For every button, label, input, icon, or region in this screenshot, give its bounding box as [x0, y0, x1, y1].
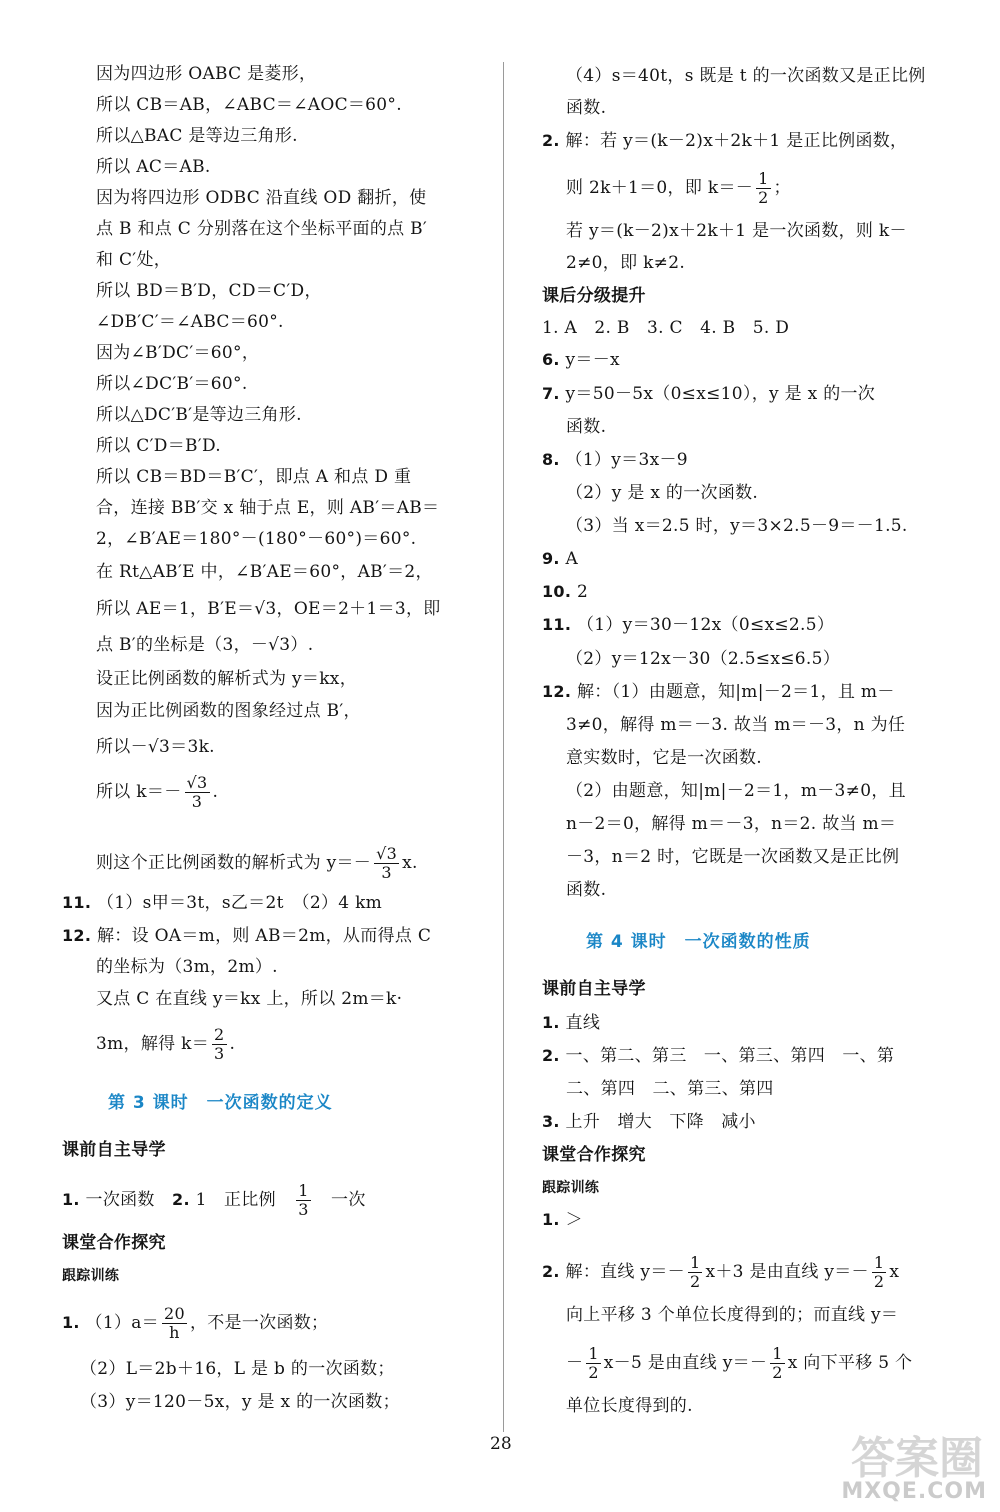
fraction: [185, 774, 210, 811]
text-line: 所以 AE＝1，B′E＝√3，OE＝2＋1＝3，即: [96, 599, 441, 619]
question-1: [62, 1305, 328, 1342]
formula-line: [566, 1345, 912, 1382]
text-line: 函数.: [566, 880, 607, 900]
text-line: 所以－√3＝3k.: [96, 737, 215, 757]
text-line: （4）s＝40t，s 既是 t 的一次函数又是正比例: [566, 66, 926, 86]
question-number: 1.: [62, 1313, 80, 1332]
answer-text: （1）y＝3x－9: [565, 450, 688, 470]
fraction-denominator: 2: [758, 188, 769, 207]
text-line: 单位长度得到的.: [566, 1396, 693, 1416]
text-line: （2）由题意，知|m|－2＝1，m－3≠0，且: [566, 781, 906, 801]
question-9: [542, 547, 578, 571]
lesson-4-heading: 第 4 课时 一次函数的性质: [586, 932, 811, 952]
text-run: 解：直线 y＝－: [565, 1262, 685, 1282]
text-run: －: [566, 1353, 584, 1373]
question-number: 1.: [542, 1013, 560, 1032]
fraction-numerator: √3: [376, 844, 398, 863]
question-number: 2.: [542, 131, 560, 150]
question-number: 7.: [542, 384, 560, 403]
question-number: 12.: [542, 682, 572, 701]
text-line: 意实数时，它是一次函数.: [566, 748, 763, 768]
answer-text: 解：（1）由题意，知|m|－2＝1，且 m－: [576, 682, 895, 702]
fraction-numerator: 1: [588, 1344, 599, 1363]
section-heading: 课前自主导学: [542, 979, 646, 999]
text-run: .: [212, 782, 219, 802]
text-line: 若 y＝(k－2)x＋2k＋1 是一次函数，则 k－: [566, 221, 907, 241]
text-line: 二、第四 二、第三、第四: [566, 1079, 774, 1099]
text-line: 3≠0，解得 m＝－3. 故当 m＝－3，n 为任: [566, 715, 906, 735]
question-1: [542, 1011, 600, 1035]
text-line: ∠DB′C′＝∠ABC＝60°.: [96, 312, 284, 332]
answer-text: 一、第二、第三 一、第三、第四 一、第: [565, 1046, 895, 1066]
question-number: 8.: [542, 450, 560, 469]
preclass-answers: [62, 1182, 366, 1219]
text-line: 所以 AC＝AB.: [96, 157, 211, 177]
text-line: 设正比例函数的解析式为 y＝kx，: [96, 669, 357, 689]
fraction-denominator: 2: [588, 1363, 599, 1382]
fraction-denominator: 3: [191, 792, 203, 811]
text-line: 所以 CB＝BD＝B′C′，即点 A 和点 D 重: [96, 467, 412, 487]
text-line: 函数.: [566, 98, 607, 118]
answer-text: y＝50－5x（0≤x≤10），y 是 x 的一次: [565, 384, 876, 404]
fraction: [688, 1254, 702, 1291]
formula-line: [96, 1026, 235, 1063]
text-line: （2）y 是 x 的一次函数.: [566, 483, 759, 503]
question-12: [542, 680, 895, 704]
text-line: 合，连接 BB′交 x 轴于点 E，则 AB′＝AB＝: [96, 498, 440, 518]
question-number: 1.: [542, 1210, 560, 1229]
text-line: 所以 BD＝B′D，CD＝C′D，: [96, 281, 322, 301]
question-2: [542, 129, 907, 153]
watermark-url: MXQE.COM: [841, 1479, 987, 1504]
text-line: 点 B′的坐标是（3，－√3）.: [96, 635, 314, 655]
question-number: 9.: [542, 549, 560, 568]
fraction: [212, 1026, 226, 1063]
text-line: 的坐标为（3m，2m）.: [96, 957, 278, 977]
question-8: [542, 448, 688, 472]
question-number: 11.: [62, 893, 92, 912]
fraction-denominator: 3: [298, 1200, 309, 1219]
text-run: 则 2k＋1＝0，即 k＝－: [566, 178, 754, 198]
fraction: [296, 1182, 310, 1219]
section-heading: 课堂合作探究: [542, 1145, 646, 1165]
question-number: 11.: [542, 615, 572, 634]
text-run: 则这个正比例函数的解析式为 y＝－: [96, 853, 372, 873]
answer-text: 上升 增大 下降 减小: [565, 1112, 756, 1132]
text-line: 因为将四边形 ODBC 沿直线 OD 翻折，使: [96, 188, 427, 208]
question-2: [542, 1254, 899, 1291]
question-number: 2.: [542, 1046, 560, 1065]
fraction: [374, 845, 399, 882]
text-line: －3，n＝2 时，它既是一次函数又是正比例: [566, 847, 900, 867]
fraction-denominator: 2: [873, 1272, 885, 1291]
fraction-numerator: 1: [758, 169, 769, 188]
text-line: 2≠0，即 k≠2.: [566, 253, 686, 273]
formula-line: [566, 170, 791, 207]
question-number: 2.: [542, 1262, 560, 1281]
subsection-heading: 跟踪训练: [542, 1180, 600, 1196]
text-line: 向上平移 3 个单位长度得到的；而直线 y＝: [566, 1305, 899, 1325]
text-run: ，不是一次函数；: [189, 1313, 329, 1333]
text-line: （2）y＝12x－30（2.5≤x≤6.5）: [566, 649, 841, 669]
formula-line: [96, 845, 418, 882]
text-line: 所以△BAC 是等边三角形.: [96, 126, 298, 146]
fraction: [586, 1345, 600, 1382]
question-7: [542, 382, 875, 406]
question-number: 3.: [542, 1112, 560, 1131]
fraction: [770, 1345, 784, 1382]
fraction-numerator: 1: [772, 1344, 783, 1363]
answer-text: 解：设 OA＝m，则 AB＝2m，从而得点 C: [96, 926, 432, 946]
answer-text: 解：若 y＝(k－2)x＋2k＋1 是正比例函数，: [565, 131, 908, 151]
text-run: .: [229, 1034, 236, 1054]
fraction-numerator: 20: [163, 1304, 185, 1323]
text-line: n－2＝0，解得 m＝－3，n＝2. 故当 m＝: [566, 814, 897, 834]
section-heading: 课前自主导学: [62, 1140, 166, 1160]
text-run: ；: [773, 178, 791, 198]
text-line: 和 C′处，: [96, 250, 172, 270]
text-line: 因为正比例函数的图象经过点 B′，: [96, 701, 361, 721]
text-run: x: [889, 1262, 900, 1282]
question-number: 12.: [62, 926, 92, 945]
question-1: [542, 1208, 583, 1232]
fraction-denominator: 3: [214, 1044, 225, 1063]
text-line: 函数.: [566, 417, 607, 437]
section-heading: 课堂合作探究: [62, 1233, 166, 1253]
answer-text: （1）y＝30－12x（0≤x≤2.5）: [576, 615, 835, 635]
fraction: [162, 1305, 187, 1342]
answer-text: 一次函数: [85, 1190, 155, 1210]
fraction-denominator: 2: [772, 1363, 783, 1382]
text-line: 在 Rt△AB′E 中，∠B′AE＝60°，AB′＝2，: [96, 562, 433, 582]
watermark: [770, 1420, 995, 1508]
text-line: 所以∠DC′B′＝60°.: [96, 374, 248, 394]
question-number: 10.: [542, 582, 572, 601]
fraction-denominator: 3: [381, 863, 392, 882]
fraction: [872, 1254, 886, 1291]
text-line: 因为四边形 OABC 是菱形，: [96, 64, 317, 84]
question-number: 2.: [172, 1190, 190, 1209]
question-11: [542, 613, 834, 637]
text-line: 又点 C 在直线 y＝kx 上，所以 2m＝k·: [96, 989, 403, 1009]
answer-text: A: [565, 549, 579, 569]
text-run: x－5 是由直线 y＝－: [603, 1353, 768, 1373]
answers-1-5: 1. A 2. B 3. C 4. B 5. D: [542, 318, 790, 338]
text-line: （2）L＝2b＋16，L 是 b 的一次函数；: [80, 1359, 395, 1379]
fraction-numerator: 1: [873, 1253, 885, 1272]
watermark-logo: 答案圈: [851, 1433, 983, 1484]
question-12: [62, 924, 431, 948]
text-line: 点 B 和点 C 分别落在这个坐标平面的点 B′: [96, 219, 428, 239]
fraction-numerator: √3: [186, 773, 208, 792]
text-run: 3m，解得 k＝: [96, 1034, 210, 1054]
question-number: 1.: [62, 1190, 80, 1209]
fraction-numerator: 1: [689, 1253, 701, 1272]
fraction-denominator: 2: [689, 1272, 701, 1291]
text-line: 所以△DC′B′是等边三角形.: [96, 405, 302, 425]
text-run: 所以 k＝－: [96, 782, 182, 802]
subsection-heading: 跟踪训练: [62, 1268, 120, 1284]
answer-text: ＞: [565, 1210, 583, 1230]
section-heading: 课后分级提升: [542, 286, 646, 306]
fraction-numerator: 1: [298, 1181, 309, 1200]
question-2: [542, 1044, 894, 1068]
question-10: [542, 580, 588, 604]
text-line: 2，∠B′AE＝180°－(180°－60°)＝60°.: [96, 529, 417, 549]
text-line: 所以 CB＝AB，∠ABC＝∠AOC＝60°.: [96, 95, 402, 115]
fraction-denominator: h: [169, 1323, 180, 1342]
text-run: x.: [402, 853, 418, 873]
question-6: [542, 348, 620, 372]
answer-text: （1）s甲＝3t，s乙＝2t （2）4 km: [96, 893, 383, 913]
answer-text: 1 正比例: [195, 1190, 276, 1210]
formula-line: [96, 774, 218, 811]
question-11: [62, 891, 382, 915]
fraction-numerator: 2: [214, 1025, 225, 1044]
text-line: 所以 C′D＝B′D.: [96, 436, 221, 456]
text-line: （3）y＝120－5x，y 是 x 的一次函数；: [80, 1392, 400, 1412]
text-run: x＋3 是由直线 y＝－: [705, 1262, 869, 1282]
answer-text: 2: [576, 582, 589, 602]
answer-text: y＝－x: [565, 350, 620, 370]
text-run: x 向下平移 5 个: [787, 1353, 913, 1373]
answer-text: 一次: [331, 1190, 366, 1210]
text-run: （1）a＝: [85, 1313, 159, 1333]
answer-text: 直线: [565, 1013, 601, 1033]
text-line: （3）当 x＝2.5 时，y＝3×2.5－9＝－1.5.: [566, 516, 908, 536]
text-line: 因为∠B′DC′＝60°，: [96, 343, 260, 363]
question-3: [542, 1110, 756, 1134]
fraction: [756, 170, 770, 207]
question-number: 6.: [542, 350, 560, 369]
page-number: 28: [490, 1434, 512, 1454]
column-divider: [503, 62, 504, 1432]
lesson-3-heading: 第 3 课时 一次函数的定义: [108, 1093, 333, 1113]
